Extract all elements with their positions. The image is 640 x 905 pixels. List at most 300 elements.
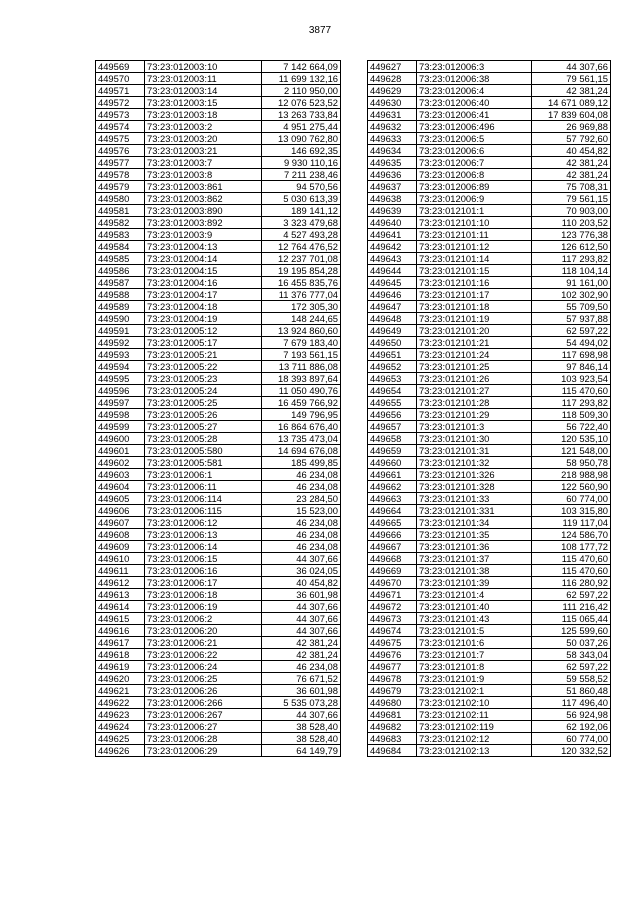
value-cell: 122 560,90 <box>532 481 611 493</box>
cadastral-number-cell: 73:23:012102:1 <box>417 685 532 697</box>
value-cell: 15 523,00 <box>262 505 341 517</box>
row-number-cell: 449586 <box>96 265 145 277</box>
table-row <box>368 637 611 649</box>
cadastral-number-cell: 73:23:012102:119 <box>417 721 532 733</box>
row-number-cell: 449668 <box>368 553 417 565</box>
value-cell: 4 951 275,44 <box>262 121 341 133</box>
table-row <box>96 733 341 745</box>
table-row <box>96 505 341 517</box>
cadastral-number-cell: 73:23:012006:7 <box>417 157 532 169</box>
table-row <box>96 169 341 181</box>
value-cell: 5 535 073,28 <box>262 697 341 709</box>
cadastral-number-cell: 73:23:012006:27 <box>145 721 262 733</box>
cadastral-number-cell: 73:23:012101:331 <box>417 505 532 517</box>
cadastral-number-cell: 73:23:012006:26 <box>145 685 262 697</box>
cadastral-number-cell: 73:23:012101:36 <box>417 541 532 553</box>
row-number-cell: 449572 <box>96 97 145 109</box>
cadastral-number-cell: 73:23:012006:41 <box>417 109 532 121</box>
value-cell: 17 839 604,08 <box>532 109 611 121</box>
cadastral-number-cell: 73:23:012006:9 <box>417 193 532 205</box>
value-cell: 148 244,65 <box>262 313 341 325</box>
row-number-cell: 449648 <box>368 313 417 325</box>
table-row <box>368 481 611 493</box>
value-cell: 40 454,82 <box>262 577 341 589</box>
table-row <box>368 409 611 421</box>
table-row <box>96 301 341 313</box>
row-number-cell: 449587 <box>96 277 145 289</box>
row-number-cell: 449642 <box>368 241 417 253</box>
value-cell: 7 193 561,15 <box>262 349 341 361</box>
table-row <box>96 625 341 637</box>
value-cell: 56 722,40 <box>532 421 611 433</box>
cadastral-number-cell: 73:23:012101:16 <box>417 277 532 289</box>
value-cell: 44 307,66 <box>262 601 341 613</box>
row-number-cell: 449656 <box>368 409 417 421</box>
value-cell: 36 601,98 <box>262 589 341 601</box>
cadastral-number-cell: 73:23:012003:14 <box>145 85 262 97</box>
table-row <box>96 133 341 145</box>
table-row <box>368 217 611 229</box>
cadastral-number-cell: 73:23:012101:11 <box>417 229 532 241</box>
value-cell: 76 671,52 <box>262 673 341 685</box>
cadastral-number-cell: 73:23:012003:11 <box>145 73 262 85</box>
cadastral-number-cell: 73:23:012003:20 <box>145 133 262 145</box>
row-number-cell: 449593 <box>96 349 145 361</box>
cadastral-number-cell: 73:23:012101:35 <box>417 529 532 541</box>
row-number-cell: 449615 <box>96 613 145 625</box>
cadastral-number-cell: 73:23:012101:5 <box>417 625 532 637</box>
table-row <box>96 685 341 697</box>
value-cell: 12 076 523,52 <box>262 97 341 109</box>
table-row <box>96 565 341 577</box>
table-row <box>368 517 611 529</box>
value-cell: 55 709,50 <box>532 301 611 313</box>
cadastral-number-cell: 73:23:012101:19 <box>417 313 532 325</box>
table-row <box>368 241 611 253</box>
value-cell: 46 234,08 <box>262 661 341 673</box>
table-row <box>368 73 611 85</box>
row-number-cell: 449583 <box>96 229 145 241</box>
row-number-cell: 449601 <box>96 445 145 457</box>
value-cell: 42 381,24 <box>262 637 341 649</box>
value-cell: 117 293,82 <box>532 397 611 409</box>
row-number-cell: 449624 <box>96 721 145 733</box>
cadastral-number-cell: 73:23:012101:32 <box>417 457 532 469</box>
value-cell: 115 470,60 <box>532 565 611 577</box>
row-number-cell: 449578 <box>96 169 145 181</box>
table-row <box>368 661 611 673</box>
row-number-cell: 449646 <box>368 289 417 301</box>
cadastral-number-cell: 73:23:012005:23 <box>145 373 262 385</box>
value-cell: 54 494,02 <box>532 337 611 349</box>
value-cell: 3 323 479,68 <box>262 217 341 229</box>
cadastral-number-cell: 73:23:012005:22 <box>145 361 262 373</box>
value-cell: 44 307,66 <box>262 553 341 565</box>
table-row <box>96 145 341 157</box>
row-number-cell: 449579 <box>96 181 145 193</box>
table-row <box>368 289 611 301</box>
cadastral-number-cell: 73:23:012101:24 <box>417 349 532 361</box>
row-number-cell: 449626 <box>96 745 145 757</box>
table-row <box>96 517 341 529</box>
table-row <box>368 685 611 697</box>
cadastral-number-cell: 73:23:012006:18 <box>145 589 262 601</box>
cadastral-number-cell: 73:23:012003:862 <box>145 193 262 205</box>
cadastral-number-cell: 73:23:012101:20 <box>417 325 532 337</box>
cadastral-number-cell: 73:23:012101:1 <box>417 205 532 217</box>
value-cell: 62 597,22 <box>532 325 611 337</box>
cadastral-number-cell: 73:23:012004:13 <box>145 241 262 253</box>
table-row <box>96 589 341 601</box>
table-row <box>368 433 611 445</box>
value-cell: 46 234,08 <box>262 517 341 529</box>
value-cell: 102 302,90 <box>532 289 611 301</box>
value-cell: 115 470,60 <box>532 553 611 565</box>
table-row <box>368 721 611 733</box>
row-number-cell: 449621 <box>96 685 145 697</box>
cadastral-number-cell: 73:23:012005:26 <box>145 409 262 421</box>
table-row <box>96 553 341 565</box>
cadastral-number-cell: 73:23:012101:15 <box>417 265 532 277</box>
row-number-cell: 449645 <box>368 277 417 289</box>
table-row <box>96 85 341 97</box>
cadastral-number-cell: 73:23:012005:17 <box>145 337 262 349</box>
value-cell: 91 161,00 <box>532 277 611 289</box>
row-number-cell: 449683 <box>368 733 417 745</box>
value-cell: 118 104,14 <box>532 265 611 277</box>
value-cell: 60 774,00 <box>532 733 611 745</box>
value-cell: 44 307,66 <box>262 613 341 625</box>
value-cell: 11 699 132,16 <box>262 73 341 85</box>
cadastral-number-cell: 73:23:012102:10 <box>417 697 532 709</box>
cadastral-number-cell: 73:23:012101:14 <box>417 253 532 265</box>
value-cell: 79 561,15 <box>532 193 611 205</box>
cadastral-number-cell: 73:23:012003:18 <box>145 109 262 121</box>
table-row <box>368 313 611 325</box>
table-row <box>368 253 611 265</box>
value-cell: 59 558,52 <box>532 673 611 685</box>
value-cell: 56 924,98 <box>532 709 611 721</box>
value-cell: 16 864 676,40 <box>262 421 341 433</box>
value-cell: 13 924 860,60 <box>262 325 341 337</box>
table-row <box>96 481 341 493</box>
table-row <box>96 109 341 121</box>
cadastral-number-cell: 73:23:012101:18 <box>417 301 532 313</box>
row-number-cell: 449606 <box>96 505 145 517</box>
row-number-cell: 449665 <box>368 517 417 529</box>
value-cell: 46 234,08 <box>262 481 341 493</box>
table-row <box>96 745 341 757</box>
value-cell: 94 570,56 <box>262 181 341 193</box>
table-row <box>96 661 341 673</box>
table-row <box>96 673 341 685</box>
row-number-cell: 449628 <box>368 73 417 85</box>
row-number-cell: 449623 <box>96 709 145 721</box>
cadastral-number-cell: 73:23:012101:10 <box>417 217 532 229</box>
row-number-cell: 449600 <box>96 433 145 445</box>
row-number-cell: 449666 <box>368 529 417 541</box>
cadastral-number-cell: 73:23:012101:21 <box>417 337 532 349</box>
row-number-cell: 449635 <box>368 157 417 169</box>
table-row <box>368 121 611 133</box>
cadastral-number-cell: 73:23:012006:16 <box>145 565 262 577</box>
cadastral-number-cell: 73:23:012003:9 <box>145 229 262 241</box>
cadastral-number-cell: 73:23:012101:8 <box>417 661 532 673</box>
value-cell: 11 376 777,04 <box>262 289 341 301</box>
table-row <box>96 277 341 289</box>
cadastral-number-cell: 73:23:012101:12 <box>417 241 532 253</box>
registry-table-left <box>95 60 341 757</box>
cadastral-number-cell: 73:23:012006:40 <box>417 97 532 109</box>
table-row <box>368 325 611 337</box>
row-number-cell: 449585 <box>96 253 145 265</box>
value-cell: 108 177,72 <box>532 541 611 553</box>
cadastral-number-cell: 73:23:012101:328 <box>417 481 532 493</box>
row-number-cell: 449622 <box>96 697 145 709</box>
row-number-cell: 449574 <box>96 121 145 133</box>
value-cell: 60 774,00 <box>532 493 611 505</box>
row-number-cell: 449620 <box>96 673 145 685</box>
cadastral-number-cell: 73:23:012006:5 <box>417 133 532 145</box>
row-number-cell: 449607 <box>96 517 145 529</box>
row-number-cell: 449667 <box>368 541 417 553</box>
row-number-cell: 449604 <box>96 481 145 493</box>
cadastral-number-cell: 73:23:012006:266 <box>145 697 262 709</box>
row-number-cell: 449580 <box>96 193 145 205</box>
cadastral-number-cell: 73:23:012101:26 <box>417 373 532 385</box>
table-row <box>368 445 611 457</box>
table-row <box>96 709 341 721</box>
table-row <box>96 529 341 541</box>
value-cell: 62 597,22 <box>532 661 611 673</box>
cadastral-number-cell: 73:23:012006:115 <box>145 505 262 517</box>
table-row <box>368 541 611 553</box>
value-cell: 13 263 733,84 <box>262 109 341 121</box>
value-cell: 79 561,15 <box>532 73 611 85</box>
value-cell: 117 293,82 <box>532 253 611 265</box>
table-row <box>96 73 341 85</box>
value-cell: 42 381,24 <box>532 85 611 97</box>
table-row <box>96 217 341 229</box>
cadastral-number-cell: 73:23:012006:2 <box>145 613 262 625</box>
row-number-cell: 449673 <box>368 613 417 625</box>
table-row <box>368 157 611 169</box>
cadastral-number-cell: 73:23:012102:12 <box>417 733 532 745</box>
cadastral-number-cell: 73:23:012006:22 <box>145 649 262 661</box>
row-number-cell: 449679 <box>368 685 417 697</box>
value-cell: 111 216,42 <box>532 601 611 613</box>
table-row <box>96 433 341 445</box>
row-number-cell: 449618 <box>96 649 145 661</box>
row-number-cell: 449616 <box>96 625 145 637</box>
table-row <box>96 469 341 481</box>
cadastral-number-cell: 73:23:012101:31 <box>417 445 532 457</box>
cadastral-number-cell: 73:23:012003:861 <box>145 181 262 193</box>
table-row <box>368 349 611 361</box>
cadastral-number-cell: 73:23:012006:1 <box>145 469 262 481</box>
row-number-cell: 449597 <box>96 397 145 409</box>
cadastral-number-cell: 73:23:012101:4 <box>417 589 532 601</box>
row-number-cell: 449670 <box>368 577 417 589</box>
table-row <box>96 193 341 205</box>
row-number-cell: 449661 <box>368 469 417 481</box>
table-row <box>368 421 611 433</box>
cadastral-number-cell: 73:23:012101:30 <box>417 433 532 445</box>
cadastral-number-cell: 73:23:012006:28 <box>145 733 262 745</box>
table-row <box>368 97 611 109</box>
value-cell: 110 203,52 <box>532 217 611 229</box>
table-row <box>368 277 611 289</box>
cadastral-number-cell: 73:23:012005:27 <box>145 421 262 433</box>
row-number-cell: 449638 <box>368 193 417 205</box>
cadastral-number-cell: 73:23:012101:17 <box>417 289 532 301</box>
row-number-cell: 449630 <box>368 97 417 109</box>
table-row <box>96 61 341 73</box>
row-number-cell: 449576 <box>96 145 145 157</box>
table-row <box>96 181 341 193</box>
cadastral-number-cell: 73:23:012101:34 <box>417 517 532 529</box>
row-number-cell: 449588 <box>96 289 145 301</box>
value-cell: 124 586,70 <box>532 529 611 541</box>
row-number-cell: 449592 <box>96 337 145 349</box>
table-row <box>96 493 341 505</box>
row-number-cell: 449644 <box>368 265 417 277</box>
row-number-cell: 449599 <box>96 421 145 433</box>
table-row <box>96 697 341 709</box>
value-cell: 42 381,24 <box>532 169 611 181</box>
value-cell: 115 470,60 <box>532 385 611 397</box>
value-cell: 149 796,95 <box>262 409 341 421</box>
value-cell: 42 381,24 <box>262 649 341 661</box>
cadastral-number-cell: 73:23:012006:114 <box>145 493 262 505</box>
value-cell: 64 149,79 <box>262 745 341 757</box>
cadastral-number-cell: 73:23:012003:890 <box>145 205 262 217</box>
row-number-cell: 449577 <box>96 157 145 169</box>
row-number-cell: 449611 <box>96 565 145 577</box>
row-number-cell: 449655 <box>368 397 417 409</box>
table-row <box>368 337 611 349</box>
row-number-cell: 449598 <box>96 409 145 421</box>
row-number-cell: 449571 <box>96 85 145 97</box>
value-cell: 120 535,10 <box>532 433 611 445</box>
value-cell: 146 692,35 <box>262 145 341 157</box>
cadastral-number-cell: 73:23:012006:89 <box>417 181 532 193</box>
value-cell: 97 846,14 <box>532 361 611 373</box>
cadastral-number-cell: 73:23:012006:38 <box>417 73 532 85</box>
table-row <box>96 721 341 733</box>
cadastral-number-cell: 73:23:012006:24 <box>145 661 262 673</box>
value-cell: 75 708,31 <box>532 181 611 193</box>
row-number-cell: 449637 <box>368 181 417 193</box>
cadastral-number-cell: 73:23:012004:18 <box>145 301 262 313</box>
cadastral-number-cell: 73:23:012006:15 <box>145 553 262 565</box>
cadastral-number-cell: 73:23:012005:21 <box>145 349 262 361</box>
value-cell: 44 307,66 <box>262 625 341 637</box>
row-number-cell: 449570 <box>96 73 145 85</box>
table-row <box>368 145 611 157</box>
cadastral-number-cell: 73:23:012006:11 <box>145 481 262 493</box>
table-row <box>96 289 341 301</box>
value-cell: 12 237 701,08 <box>262 253 341 265</box>
table-row <box>96 385 341 397</box>
value-cell: 16 455 835,76 <box>262 277 341 289</box>
value-cell: 13 735 473,04 <box>262 433 341 445</box>
table-row <box>368 205 611 217</box>
table-row <box>368 493 611 505</box>
table-row <box>368 553 611 565</box>
value-cell: 4 527 493,28 <box>262 229 341 241</box>
row-number-cell: 449614 <box>96 601 145 613</box>
cadastral-number-cell: 73:23:012006:8 <box>417 169 532 181</box>
table-row <box>96 445 341 457</box>
cadastral-number-cell: 73:23:012005:24 <box>145 385 262 397</box>
table-row <box>96 121 341 133</box>
table-row <box>96 601 341 613</box>
row-number-cell: 449674 <box>368 625 417 637</box>
cadastral-number-cell: 73:23:012101:39 <box>417 577 532 589</box>
cadastral-number-cell: 73:23:012003:7 <box>145 157 262 169</box>
value-cell: 9 930 110,16 <box>262 157 341 169</box>
row-number-cell: 449608 <box>96 529 145 541</box>
value-cell: 18 393 897,64 <box>262 373 341 385</box>
value-cell: 44 307,66 <box>262 709 341 721</box>
value-cell: 12 764 476,52 <box>262 241 341 253</box>
row-number-cell: 449569 <box>96 61 145 73</box>
table-row <box>96 265 341 277</box>
value-cell: 26 969,88 <box>532 121 611 133</box>
table-row <box>368 169 611 181</box>
value-cell: 16 459 766,92 <box>262 397 341 409</box>
row-number-cell: 449619 <box>96 661 145 673</box>
cadastral-number-cell: 73:23:012101:25 <box>417 361 532 373</box>
cadastral-number-cell: 73:23:012102:11 <box>417 709 532 721</box>
row-number-cell: 449617 <box>96 637 145 649</box>
value-cell: 44 307,66 <box>532 61 611 73</box>
table-row <box>96 649 341 661</box>
value-cell: 58 343,04 <box>532 649 611 661</box>
row-number-cell: 449632 <box>368 121 417 133</box>
table-row <box>368 589 611 601</box>
table-row <box>96 613 341 625</box>
value-cell: 13 090 762,80 <box>262 133 341 145</box>
value-cell: 46 234,08 <box>262 469 341 481</box>
row-number-cell: 449584 <box>96 241 145 253</box>
table-row <box>368 61 611 73</box>
row-number-cell: 449663 <box>368 493 417 505</box>
table-row <box>368 385 611 397</box>
row-number-cell: 449678 <box>368 673 417 685</box>
row-number-cell: 449629 <box>368 85 417 97</box>
row-number-cell: 449669 <box>368 565 417 577</box>
registry-table-right <box>367 60 611 757</box>
table-row <box>96 253 341 265</box>
value-cell: 5 030 613,39 <box>262 193 341 205</box>
row-number-cell: 449625 <box>96 733 145 745</box>
table-row <box>96 97 341 109</box>
cadastral-number-cell: 73:23:012006:21 <box>145 637 262 649</box>
value-cell: 14 694 676,08 <box>262 445 341 457</box>
table-row <box>96 349 341 361</box>
table-row <box>96 637 341 649</box>
cadastral-number-cell: 73:23:012006:6 <box>417 145 532 157</box>
cadastral-number-cell: 73:23:012005:581 <box>145 457 262 469</box>
row-number-cell: 449676 <box>368 649 417 661</box>
value-cell: 62 597,22 <box>532 589 611 601</box>
row-number-cell: 449643 <box>368 253 417 265</box>
cadastral-number-cell: 73:23:012003:8 <box>145 169 262 181</box>
row-number-cell: 449591 <box>96 325 145 337</box>
cadastral-number-cell: 73:23:012101:37 <box>417 553 532 565</box>
